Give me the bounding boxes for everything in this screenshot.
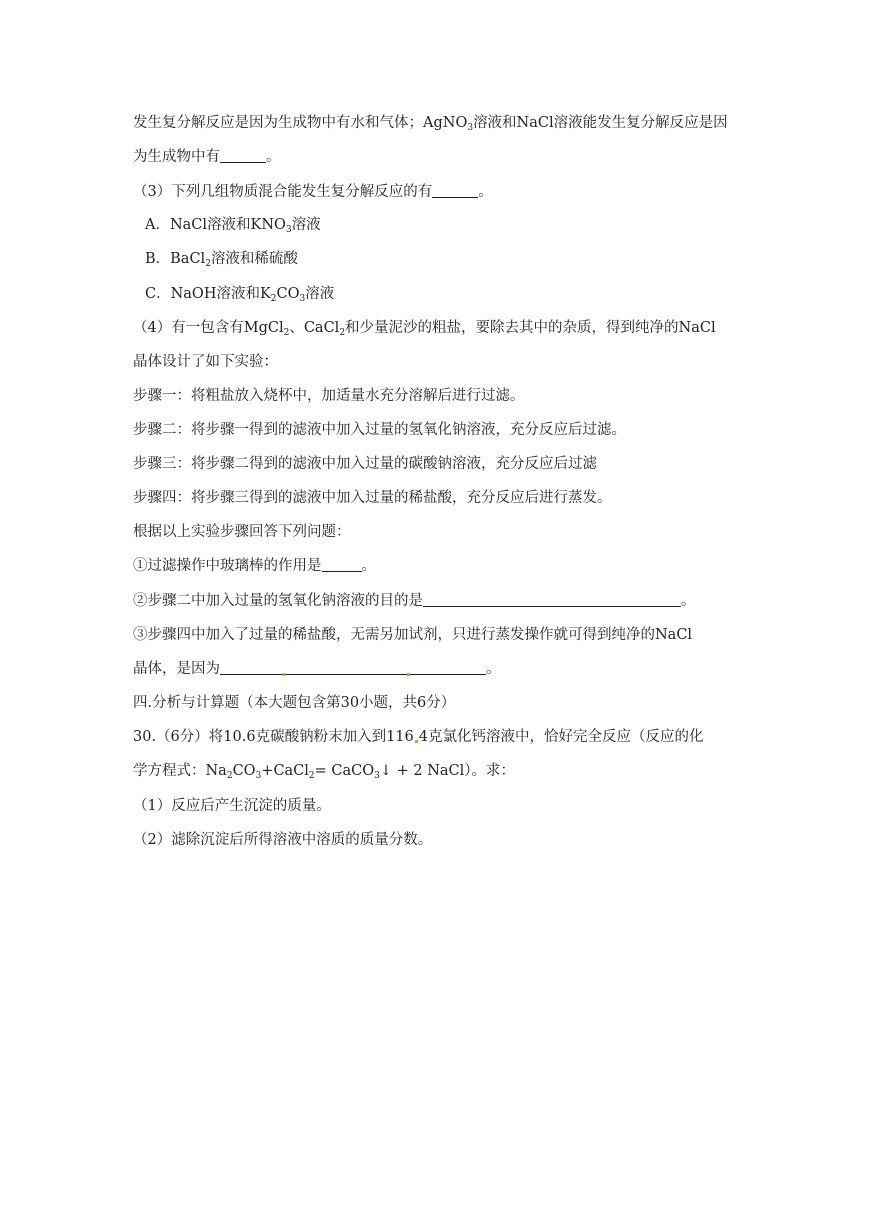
- answer-blank[interactable]: [220, 660, 486, 675]
- text-segment: A．NaCl溶液和KNO: [145, 217, 286, 233]
- subscript: 2: [308, 771, 315, 781]
- answer-blank[interactable]: [432, 183, 478, 198]
- chemical-equation-line: [133, 761, 515, 781]
- text-segment: B．BaCl: [145, 251, 206, 267]
- subscript: 3: [374, 771, 380, 781]
- sub-question-1: [133, 556, 376, 576]
- subscript: 3: [255, 771, 262, 781]
- problem-30: [133, 727, 703, 747]
- option-b: [145, 249, 298, 269]
- problem-30-q1: （1）反应后产生沉淀的质量。: [133, 798, 331, 814]
- decimal-point: [415, 740, 418, 743]
- step-3: 步骤三：将步骤二得到的滤液中加入过量的碳酸钠溶液，充分反应后过滤: [133, 456, 597, 472]
- text-line-2: [133, 147, 281, 167]
- text-line: 晶体设计了如下实验：: [133, 354, 278, 370]
- text-segment: 。: [266, 149, 281, 165]
- text-segment: 发生复分解反应是因为生成物中有水和气体；AgNO: [133, 115, 468, 131]
- answer-blank[interactable]: [322, 557, 362, 572]
- subscript: 2: [205, 259, 211, 269]
- text-segment: 。: [361, 558, 376, 574]
- text-segment: ↓ + 2 NaCl）。求：: [379, 763, 516, 779]
- sub-question-3: ③步骤四中加入了过量的稀盐酸，无需另加试剂，只进行蒸发操作就可得到纯净的NaCl: [133, 627, 693, 643]
- text-segment: （4）有一包含有MgCl: [133, 320, 284, 336]
- text-segment: 。: [486, 661, 501, 677]
- text-segment: CO: [276, 286, 300, 302]
- text-segment: 30.（6分）将10.6克碳酸钠粉末加入到116: [133, 729, 414, 745]
- subscript: 2: [270, 294, 277, 304]
- text-segment: 4克氯化钙溶液中，恰好完全反应（反应的化: [418, 729, 704, 745]
- subscript: 2: [339, 328, 346, 338]
- question-3: [133, 182, 493, 202]
- text-segment: ①过滤操作中玻璃棒的作用是: [133, 558, 322, 574]
- text-segment: 溶液: [291, 217, 321, 233]
- text-segment: 晶体，是因为: [133, 661, 220, 677]
- text-segment: +CaCl: [261, 763, 309, 779]
- text-segment: 溶液和稀硫酸: [210, 251, 298, 267]
- subscript: 3: [285, 225, 292, 235]
- text-segment: 为生成物中有: [133, 149, 220, 165]
- subscript: 3: [299, 294, 306, 304]
- step-1: 步骤一：将粗盐放入烧杯中，加适量水充分溶解后进行过滤。: [133, 388, 525, 404]
- text-segment: CO: [232, 763, 256, 779]
- text-line-1: [133, 113, 728, 133]
- text-segment: 和少量泥沙的粗盐，要除去其中的杂质，得到纯净的NaCl: [345, 320, 716, 336]
- text-segment: 溶液: [305, 286, 335, 302]
- option-c: [145, 284, 334, 304]
- answer-blank[interactable]: [423, 592, 681, 607]
- mark-dot: [283, 673, 286, 676]
- text-segment: 溶液和NaCl溶液能发生复分解反应是因: [473, 115, 728, 131]
- option-a: [145, 215, 321, 235]
- text-segment: （3）下列几组物质混合能发生复分解反应的有: [133, 184, 433, 200]
- text-segment: ②步骤二中加入过量的氢氧化钠溶液的目的是: [133, 593, 423, 609]
- text-segment: = CaCO: [314, 763, 375, 779]
- question-4: [133, 318, 716, 338]
- subscript: 2: [283, 328, 290, 338]
- mark-dot: [407, 673, 410, 676]
- subscript: 3: [467, 123, 474, 133]
- sub-question-2: [133, 591, 696, 611]
- step-4: 步骤四：将步骤三得到的滤液中加入过量的稀盐酸，充分反应后进行蒸发。: [133, 490, 612, 506]
- text-segment: 。: [681, 593, 696, 609]
- text-segment: 、CaCl: [289, 320, 340, 336]
- step-2: 步骤二：将步骤一得到的滤液中加入过量的氢氧化钠溶液，充分反应后过滤。: [133, 422, 626, 438]
- answer-blank[interactable]: [220, 148, 266, 163]
- text-segment: 学方程式：Na: [133, 763, 227, 779]
- section-heading: 四.分析与计算题（本大题包含第30小题，共6分）: [133, 695, 456, 711]
- problem-30-q2: （2）滤除沉淀后所得溶液中溶质的质量分数。: [133, 832, 433, 848]
- sub-question-3-cont: [133, 659, 501, 679]
- subscript: 2: [226, 771, 233, 781]
- text-segment: C．NaOH溶液和K: [145, 286, 271, 302]
- question-intro: 根据以上实验步骤回答下列问题：: [133, 524, 351, 540]
- text-segment: 。: [478, 184, 493, 200]
